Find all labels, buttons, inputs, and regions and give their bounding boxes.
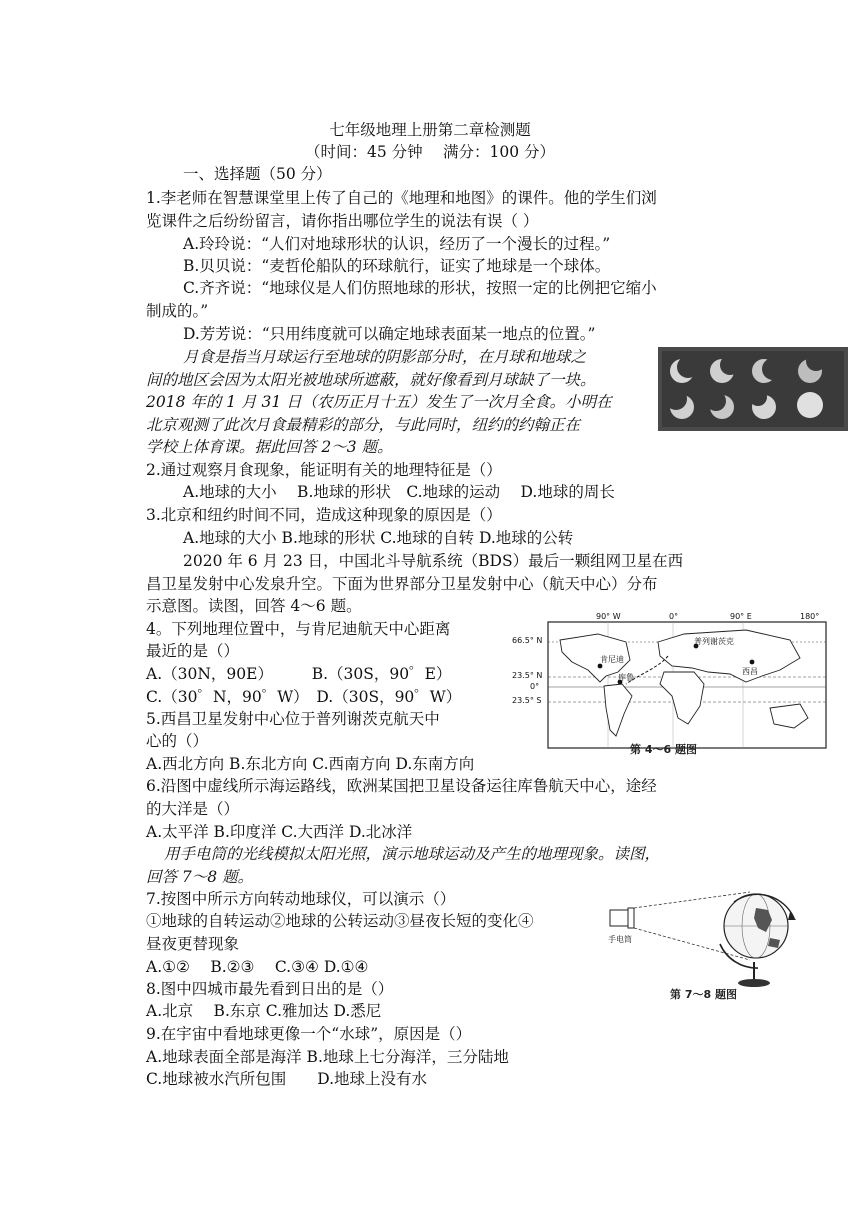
globe-torch-figure [608,884,812,990]
q8-options: A.北京 B.东京 C.雅加达 D.悉尼 [146,1002,382,1020]
moon-passage-line1: 月食是指当月球运行至地球的阴影部分时，在月球和地球之 [183,348,587,366]
map-label-kennedy: 肯尼迪 [600,655,624,664]
map-lon-0: 0° [669,612,679,621]
q7-items-line1: ①地球的自转运动②地球的公转运动③昼夜长短的变化④ [146,912,534,930]
map-lat-235s: 23.5° S [512,696,542,705]
q1-stem-line1: 1.李老师在智慧课堂里上传了自己的《地理和地图》的课件。他的学生们浏 [146,189,657,207]
q3-options: A.地球的大小 B.地球的形状 C.地球的自转 D.地球的公转 [183,529,574,547]
moon-passage-line4: 北京观测了此次月食最精彩的部分，与此同时，纽约的约翰正在 [146,416,581,434]
q1-option-b: B.贝贝说：“麦哲伦船队的环球航行，证实了地球是一个球体。 [183,257,611,275]
map-lon-90w: 90° W [596,612,621,621]
q1-option-d: D.芳芳说：“只用纬度就可以确定地球表面某一地点的位置。” [183,325,596,343]
q9-options-line1: A.地球表面全部是海洋 B.地球上七分海洋，三分陆地 [146,1048,509,1066]
q7-items-line2: 昼夜更替现象 [146,935,240,953]
q4-options-cd: C.（30゜N，90゜W） D.（30S，90゜W） [146,688,462,706]
map-label-kourou: 库鲁 [618,673,634,682]
torch-passage-line1: 用手电筒的光线模拟太阳光照，演示地球运动及产生的地理现象。读图， [164,845,661,863]
q1-option-a: A.玲玲说：“人们对地球形状的认识，经历了一个漫长的过程。” [183,235,611,253]
q4-options-ab: A.（30N，90E） B.（30S，90゜E） [146,665,452,683]
q8-stem: 8.图中四城市最先看到日出的是（） [146,980,394,998]
globe-caption: 第 7～8 题图 [670,988,737,1001]
lunar-eclipse-photo [658,347,848,431]
map-lat-665n: 66.5° N [512,636,543,645]
torch-passage-line2: 回答 7～8 题。 [146,868,254,886]
q7-stem: 7.按图中所示方向转动地球仪，可以演示（） [146,890,456,908]
q2-options: A.地球的大小 B.地球的形状 C.地球的运动 D.地球的周长 [183,483,615,501]
moon-passage-line2: 间的地区会因为太阳光被地球所遮蔽，就好像看到月球缺了一块。 [146,371,596,389]
map-lat-0: 0° [530,682,540,691]
q5-stem-line2: 心的（） [146,732,209,750]
q6-stem-line1: 6.沿图中虚线所示海运路线，欧洲某国把卫星设备运往库鲁航天中心，途经 [146,777,657,795]
q9-options-line2: C.地球被水汽所包围 D.地球上没有水 [146,1070,428,1088]
map-lat-235n: 23.5° N [512,671,543,680]
satellite-center-map [508,612,828,752]
q1-stem-line2: 览课件之后纷纷留言，请你指出哪位学生的说法有误（ ） [146,212,539,230]
q5-stem-line1: 5.西昌卫星发射中心位于普列谢茨克航天中 [146,710,440,728]
map-label-xichang: 西昌 [742,667,758,676]
bds-passage-line3: 示意图。读图，回答 4～6 题。 [146,597,362,615]
q4-stem-line1: 4。下列地理位置中，与肯尼迪航天中心距离 [146,620,451,638]
page-title: 七年级地理上册第二章检测题 [329,121,531,139]
q6-options: A.太平洋 B.印度洋 C.大西洋 D.北冰洋 [146,823,413,841]
q1-option-c-line1: C.齐齐说：“地球仪是人们仿照地球的形状，按照一定的比例把它缩小 [183,279,657,297]
map-caption: 第 4～6 题图 [630,743,697,756]
section-heading: 一、选择题（50 分） [183,165,332,183]
q7-options: A.①② B.②③ C.③④ D.①④ [146,958,369,976]
moon-passage-line5: 学校上体育课。据此回答 2～3 题。 [146,438,393,456]
q9-stem: 9.在宇宙中看地球更像一个“水球”，原因是（） [146,1025,472,1043]
q5-options: A.西北方向 B.东北方向 C.西南方向 D.东南方向 [146,755,475,773]
torch-label: 手电筒 [608,935,632,944]
q2-stem: 2.通过观察月食现象，能证明有关的地理特征是（） [146,461,502,479]
bds-passage-line2: 昌卫星发射中心发泉升空。下面为世界部分卫星发射中心（航天中心）分布 [146,575,658,593]
map-lon-180: 180° [800,612,820,621]
q6-stem-line2: 的大洋是（） [146,800,240,818]
moon-passage-line3: 2018 年的 1 月 31 日（农历正月十五）发生了一次月全食。小明在 [146,393,612,411]
q4-stem-line2: 最近的是（） [146,642,240,660]
q1-option-c-line2: 制成的。” [146,302,209,320]
bds-passage-line1: 2020 年 6 月 23 日，中国北斗导航系统（BDS）最后一颗组网卫星在西 [183,552,684,570]
q3-stem: 3.北京和纽约时间不同，造成这种现象的原因是（） [146,506,502,524]
exam-info: （时间：45 分钟 满分：100 分） [304,143,556,161]
map-label-plesetsk: 普列谢茨克 [694,637,734,646]
map-lon-90e: 90° E [730,612,752,621]
